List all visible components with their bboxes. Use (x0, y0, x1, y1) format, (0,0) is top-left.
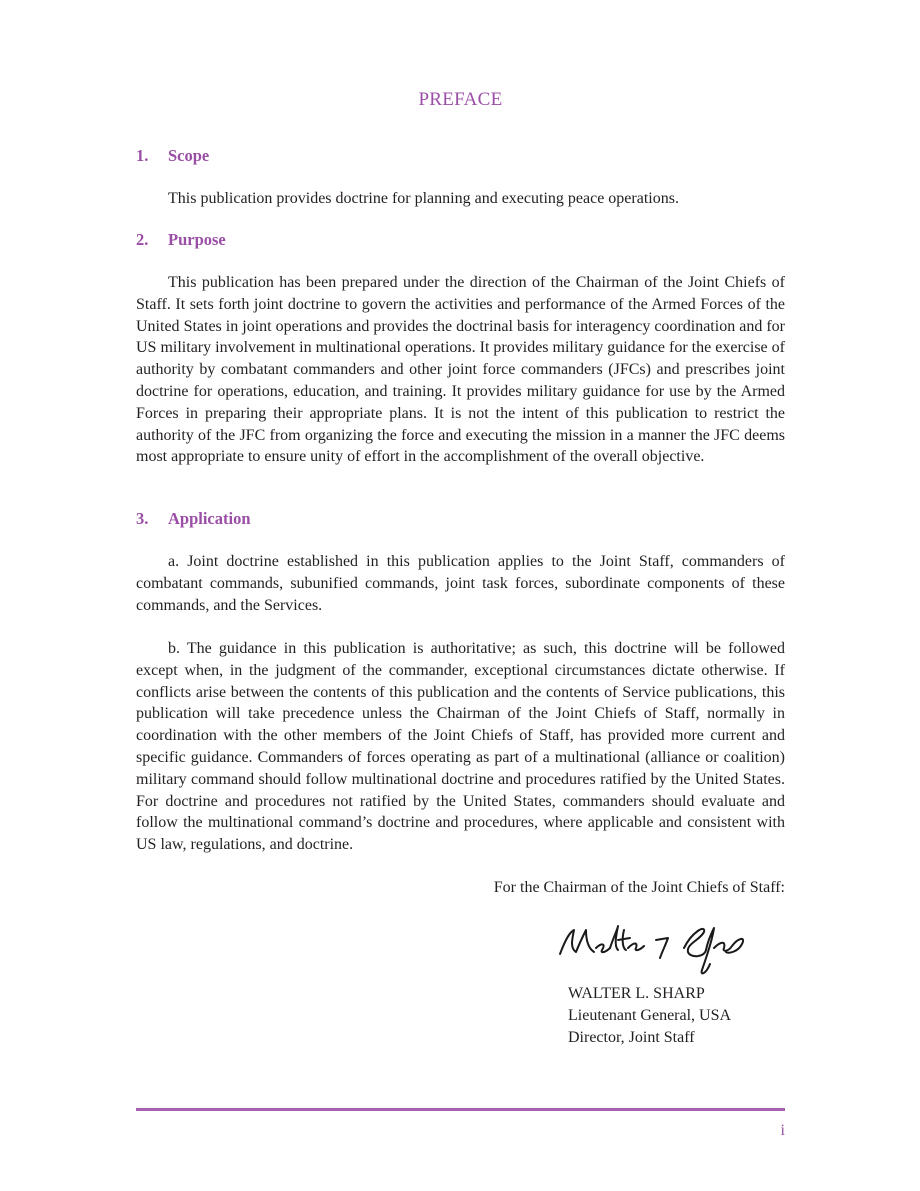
application-paragraph-b: b. The guidance in this publication is authoritative; as such, this doctrine will be followed except when, in the judgment of the commander, exceptional circumstances dictate otherwise. If conflicts arise between the contents of this publication and the contents of Service publications, this publication will take precedence unless the Chairman of the Joint Chiefs of Staff, normally in coordination with the other members of the Joint Chiefs of Staff, has provided more current and specific guidance. Commanders of forces operating as part of a multinational (alliance or coalition) military command should follow multinational doctrine and procedures ratified by the United States. For doctrine and procedures not ratified by the United States, commanders should evaluate and follow the multinational command’s doctrine and procedures, where applicable and consistent with US law, regulations, and doctrine. (136, 640, 785, 854)
signatory-block (568, 983, 731, 1049)
section-heading-application (136, 509, 251, 529)
signatory-rank: Lieutenant General, USA (568, 1007, 732, 1024)
signatory-position: Director, Joint Staff (568, 1029, 695, 1046)
section-number: 1. (136, 146, 149, 165)
section-number: 2. (136, 230, 149, 249)
footer-rule (136, 1108, 785, 1111)
page-title: PREFACE (418, 89, 503, 110)
section-heading-scope (136, 146, 209, 166)
application-paragraph-a: a. Joint doctrine established in this publication applies to the Joint Staff, commanders of combatant commands, subunified commands, joint task forces, subordinate components of these commands, and the Services. (136, 553, 785, 614)
section-number: 3. (136, 509, 149, 528)
section-title: Purpose (168, 230, 226, 249)
signatory-name: WALTER L. SHARP (568, 985, 705, 1002)
signature-text: Walter L Sharp (556, 918, 563, 919)
signature-image (556, 918, 756, 978)
section-title: Application (168, 509, 251, 528)
section-title: Scope (168, 146, 210, 165)
section-heading-purpose (136, 230, 226, 250)
closing-line: For the Chairman of the Joint Chiefs of Staff: (493, 879, 785, 896)
purpose-paragraph: This publication has been prepared under the direction of the Chairman of the Joint Chiefs of Staff. It sets forth joint doctrine to govern the activities and performance of the Armed Forces of the United States in joint operations and provides the doctrinal basis for interagency coordination and for US military involvement in multinational operations. It provides military guidance for the exercise of authority by combatant commanders and other joint force commanders (JFCs) and prescribes joint doctrine for operations, education, and training. It provides military guidance for use by the Armed Forces in preparing their appropriate plans. It is not the intent of this publication to restrict the authority of the JFC from organizing the force and executing the mission in a manner the JFC deems most appropriate to ensure unity of effort in the accomplishment of the overall objective. (136, 274, 785, 466)
scope-paragraph: This publication provides doctrine for planning and executing peace operations. (168, 190, 679, 207)
page-number: i (780, 1122, 785, 1139)
